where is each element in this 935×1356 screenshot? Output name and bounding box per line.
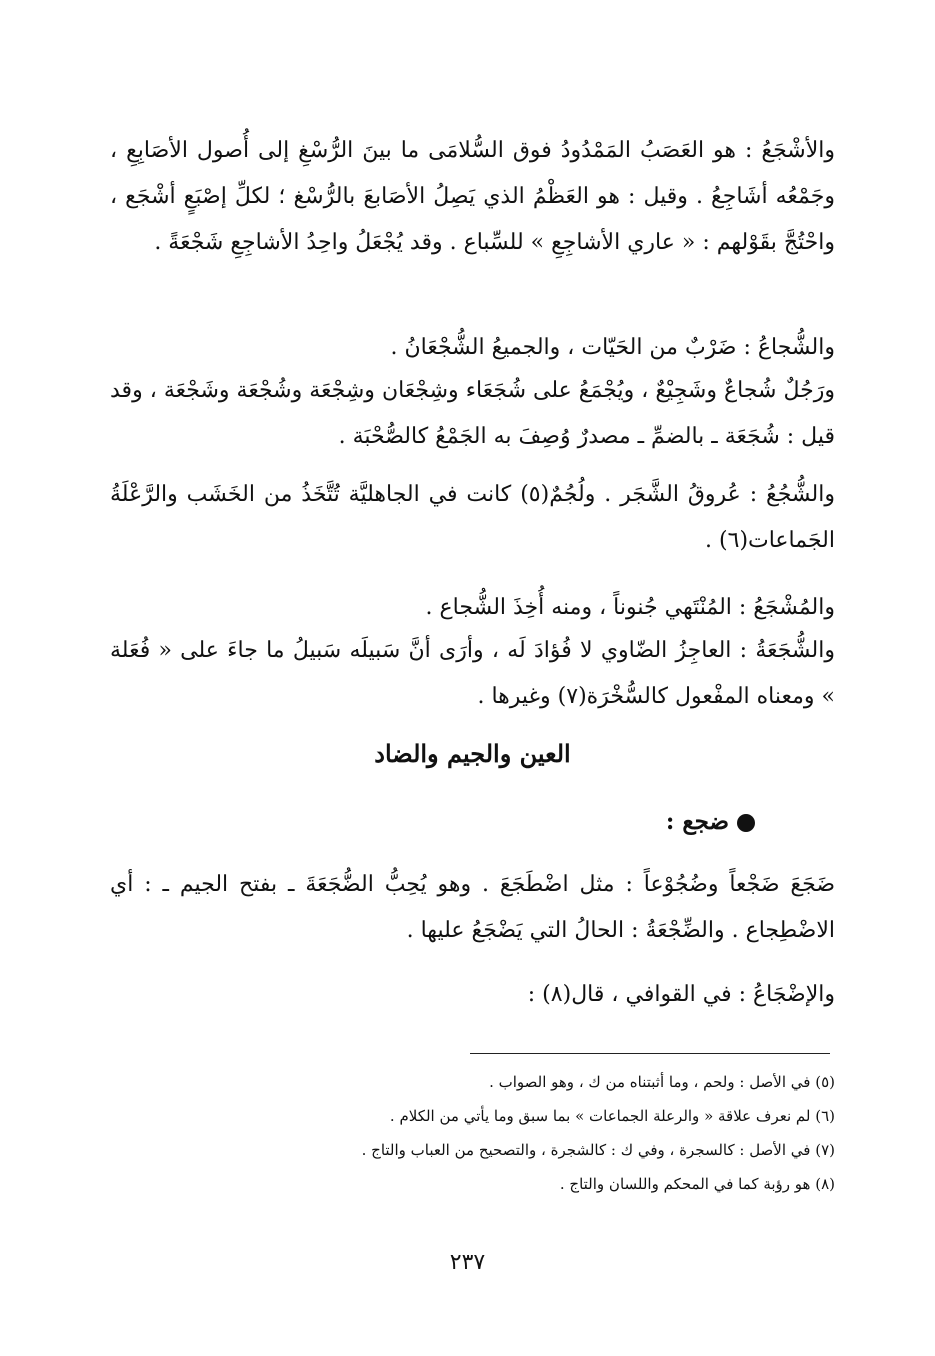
footnote-5: (٥) في الأصل : ولحم ، وما أثبتناه من ك ، وهو الصواب .	[489, 1073, 835, 1091]
entry-headword	[666, 800, 755, 844]
entry-paragraph-shujuu: والشُّجُعُ : عُروقُ الشَّجَر . ولُجُمٌ(٥) كانت في الجاهليَّة تُتَّخَذُ من الخَشَب والرَّعْلَةُ الجَماعات(٦) .	[110, 482, 835, 553]
footnote-7: (٧) في الأصل : كالسجرة ، وفي ك : كالشجرة ، والتصحيح من العباب والتاج .	[361, 1141, 835, 1159]
entry-paragraph-mushjaa: والمُشْجَعُ : المُنْتَهي جُنوناً ، ومنه أُخِذَ الشُّجاع .	[425, 595, 835, 620]
page-number: ٢٣٧	[449, 1250, 486, 1275]
entry-paragraph-rajul-shujaa: ورَجُلٌ شُجاعٌ وشَجِيْعٌ ، ويُجْمَعُ على شُجَعَاء وشِجْعَان وشِجْعَة وشُجْعَة وشَجْعَة ، وقد قيل : شُجَعَة ـ بالضمِّ ـ مصدرٌ وُصِفَ به الجَمْعُ كالصُّحْبَة .	[110, 378, 835, 449]
entry-paragraph-idjaa: والإضْجَاعُ : في القوافي ، قال(٨) :	[527, 982, 835, 1007]
entry-paragraph-ashjaa: والأشْجَعُ : هو العَصَبُ المَمْدُودُ فوق السُّلامَى ما بينَ الرُّسْغِ إلى أُصول الأصَابِعِ ، وجَمْعُه أشَاجِعُ . وقيل : هو العَظْمُ الذي يَصِلُ الأصَابعَ بالرُّسْغ ؛ لكلِّ إصْبَعٍ أشْجَع ، واحْتُجَّ بقَوْلهم : « عاري الأشاجِعِ » للسِّباع . وقد يُجْعَلُ واحِدُ الأشاجِعِ شَجْعَةً .	[110, 138, 835, 255]
entry-paragraph-shujaa-snake: والشُّجاعُ : ضَرْبٌ من الحَيّات ، والجميعُ الشُّجْعَانُ .	[390, 335, 835, 360]
entry-headword-label: ضجع :	[665, 808, 729, 835]
footnotes	[110, 1065, 835, 1201]
footnote-6: (٦) لم نعرف علاقة « والرعلة الجماعات » بما سبق وما يأتي من الكلام .	[389, 1107, 835, 1125]
section-heading: العين والجيم والضاد	[374, 739, 571, 768]
bullet-icon	[737, 814, 755, 832]
entry-paragraph-dajaa: ضَجَعَ ضَجْعاً وضُجُوْعاً : مثل اضْطَجَعَ . وهو يُحِبُّ الضُّجَعَةَ ـ بفتح الجيم ـ : أي الاضْطِجاع . والضِّجْعَةُ : الحالُ التي يَضْجَعُ عليها .	[110, 872, 835, 943]
footnote-8: (٨) هو رؤبة كما في المحكم واللسان والتاج .	[559, 1175, 835, 1193]
entry-paragraph-shujaa-weak: والشُّجَعَةُ : العاجِزُ الضّاوي لا فُؤادَ لَه ، وأرَى أنَّ سَبيلَه سَبيلُ ما جاءَ على « فُعَلة » ومعناه المفْعول كالسُّخْرَة(٧) وغيرها .	[110, 638, 835, 709]
footnote-separator	[470, 1053, 830, 1054]
